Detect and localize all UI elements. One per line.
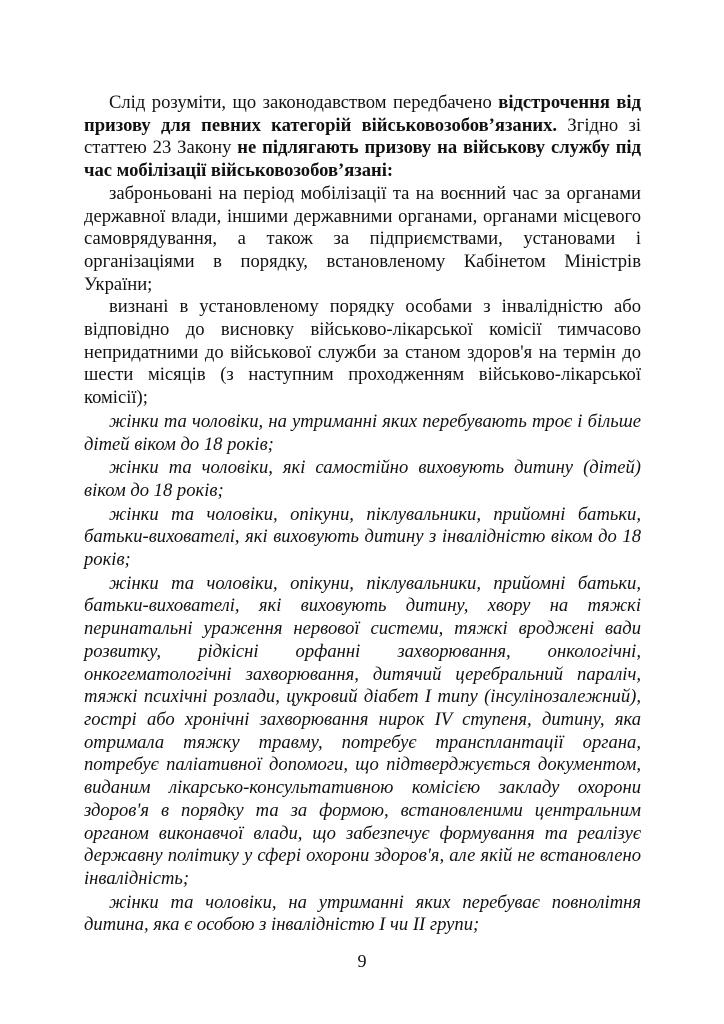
list-item-reserved: заброньовані на період мобілізації та на воєнний час за органами державної влади, іншими державними органами, органами місцевого самоврядування, а також за підприємствами, установами і організаціями в порядку, встановленому Кабінетом Міністрів України; (84, 182, 641, 295)
page-body (84, 92, 641, 937)
intro-paragraph (84, 92, 641, 183)
list-item-single-parent: жінки та чоловіки, які самостійно виховують дитину (дітей) віком до 18 років; (84, 457, 641, 501)
intro-text-2: Згідно зі статтею 23 Закону (84, 114, 641, 159)
intro-bold-2: не підлягають призову на військову службу під час мобілізації військовозобов’язані: (84, 137, 641, 182)
page-number: 9 (357, 951, 367, 971)
list-item-three-children: жінки та чоловіки, на утриманні яких перебувають троє і більше дітей віком до 18 років; (84, 410, 641, 455)
list-item-ill-child: жінки та чоловіки, опікуни, піклувальники, прийомні батьки, батьки-вихователі, які виховують дитину, хвору на тяжкі перинатальні ураження нервової системи, тяжкі вроджені вади розвитку, рідкісні орфанні захворювання, онкологічні, онкогематологічні захворювання, дитячий церебральний параліч, тяжкі психічні розлади, цукровий діабет І типу (інсулінозалежний), гострі або хронічні захворювання нирок IV ступеня, дитину, яка отримала тяжку травму, потребує трансплантації органа, потребує паліативної допомоги, що підтверджується документом, виданим лікарсько-консультативною комісією закладу охорони здоров'я в порядку та за формою, встановленими центральним органом виконавчої влади, що забезпечує формування та реалізує державну політику у сфері охорони здоров'я, але якій не встановлено інвалідність; (84, 572, 641, 889)
intro-bold-1: відстрочення від призову для певних категорій військовозобов’язаних. (84, 92, 641, 136)
intro-text-1: Слід розуміти, що законодавством передбачено (109, 92, 499, 113)
list-item-adult-disabled-child: жінки та чоловіки, на утриманні яких перебуває повнолітня дитина, яка є особою з інвалідністю І чи ІІ групи; (84, 891, 641, 936)
list-item-disability: визнані в установленому порядку особами з інвалідністю або відповідно до висновку військово-лікарської комісії тимчасово непридатними до військової служби за станом здоров'я на термін до шести місяців (з наступним проходженням військово-лікарської комісії); (84, 296, 641, 409)
list-item-disabled-child: жінки та чоловіки, опікуни, піклувальники, прийомні батьки, батьки-вихователі, які виховують дитину з інвалідністю віком до 18 років; (84, 503, 641, 571)
